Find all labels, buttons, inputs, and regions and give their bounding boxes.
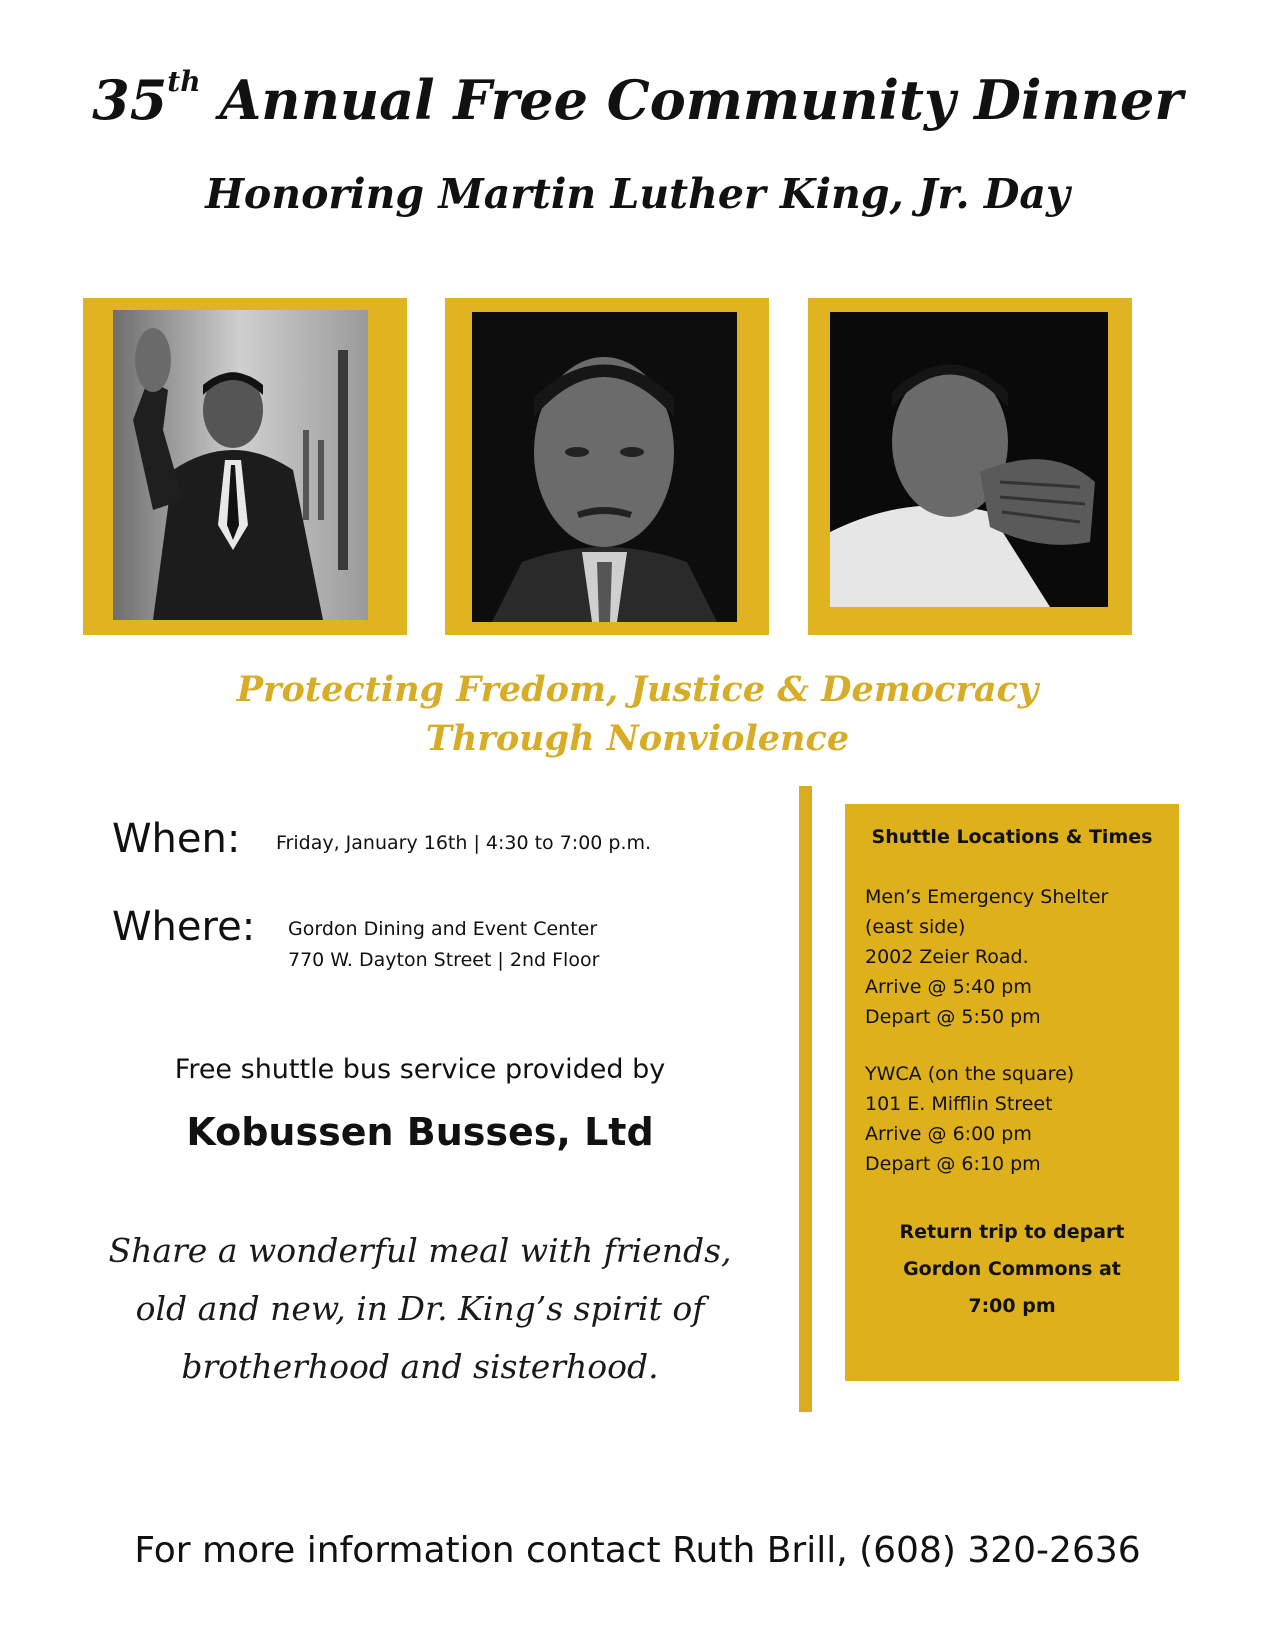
contact-info: For more information contact Ruth Brill, (608) 320-2636 [134, 1530, 1141, 1571]
stop2-line-4: Depart @ 6:10 pm [865, 1153, 1041, 1175]
title-suffix: th [167, 65, 201, 98]
page-title [0, 65, 1275, 132]
photo-frame-3 [808, 298, 1132, 635]
invite-line-2: old and new, in Dr. King’s spirit of [135, 1289, 705, 1328]
where-value [288, 914, 599, 976]
page-subtitle: Honoring Martin Luther King, Jr. Day [205, 170, 1070, 218]
invite-text [90, 1222, 750, 1396]
return-line-1: Return trip to depart [899, 1221, 1125, 1243]
stop1-line-5: Depart @ 5:50 pm [865, 1006, 1041, 1028]
return-line-2: Gordon Commons at [903, 1258, 1121, 1280]
photo-portrait [472, 312, 737, 622]
shuttle-box [845, 804, 1179, 1381]
stop1-line-1: Men’s Emergency Shelter [865, 886, 1109, 908]
stop2-line-1: YWCA (on the square) [865, 1063, 1075, 1085]
where-line-1: Gordon Dining and Event Center [288, 918, 598, 940]
photo-thinking [830, 312, 1108, 607]
invite-line-1: Share a wonderful meal with friends, [108, 1231, 732, 1270]
photo-frame-1 [83, 298, 407, 635]
shuttle-stop-1 [865, 882, 1108, 1032]
photo-speaking [113, 310, 368, 620]
shuttle-provider: Kobussen Busses, Ltd [186, 1110, 654, 1154]
vertical-divider [799, 786, 812, 1412]
stop1-line-4: Arrive @ 5:40 pm [865, 976, 1032, 998]
stop1-line-3: 2002 Zeier Road. [865, 946, 1029, 968]
shuttle-stop-2 [865, 1059, 1074, 1179]
shuttle-box-heading: Shuttle Locations & Times [871, 826, 1153, 848]
where-label: Where: [112, 904, 256, 950]
stop2-line-2: 101 E. Mifflin Street [865, 1093, 1053, 1115]
motto-line-2: Through Nonviolence [425, 718, 850, 759]
title-number: 35 [92, 68, 168, 132]
when-label: When: [112, 816, 241, 862]
shuttle-intro: Free shuttle bus service provided by [174, 1054, 666, 1085]
invite-line-3: brotherhood and sisterhood. [181, 1347, 659, 1386]
stop2-line-3: Arrive @ 6:00 pm [865, 1123, 1032, 1145]
stop1-line-2: (east side) [865, 916, 966, 938]
where-line-2: 770 W. Dayton Street | 2nd Floor [288, 949, 600, 971]
photo-frame-2 [445, 298, 769, 635]
return-line-3: 7:00 pm [968, 1295, 1056, 1317]
title-text: Annual Free Community Dinner [219, 68, 1183, 132]
motto-line-1: Protecting Fredom, Justice & Democracy [236, 669, 1039, 710]
return-trip [845, 1214, 1179, 1325]
motto [0, 665, 1275, 763]
when-value: Friday, January 16th | 4:30 to 7:00 p.m. [276, 832, 652, 854]
